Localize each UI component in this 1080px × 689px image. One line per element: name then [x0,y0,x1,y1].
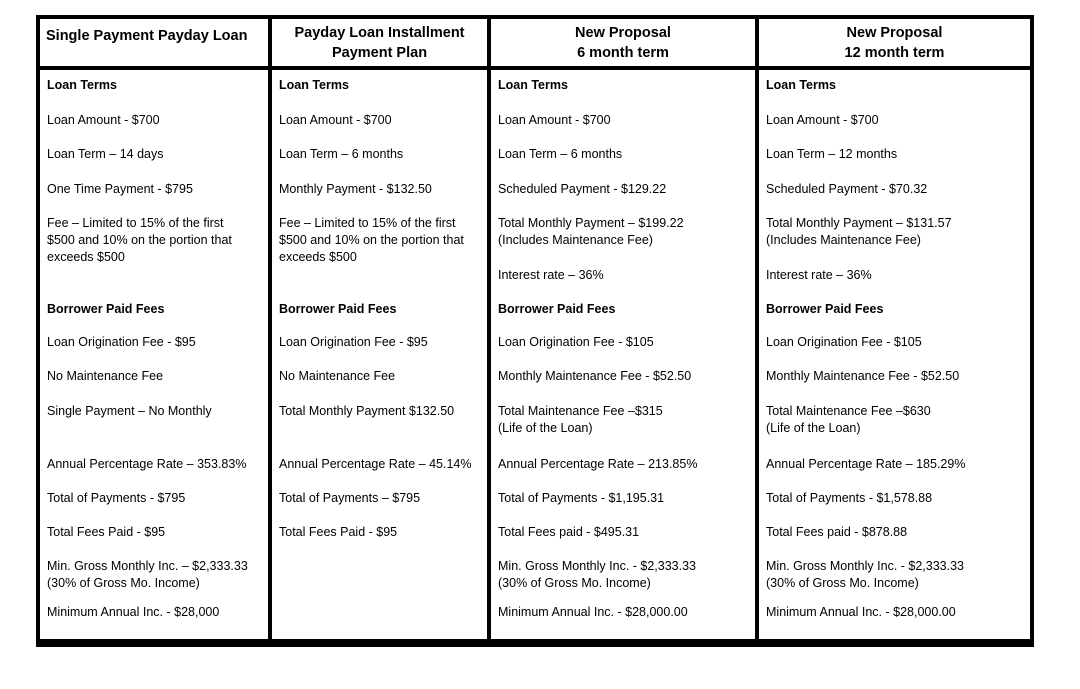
cell-text-line: Single Payment – No Monthly [47,404,212,418]
table-cell [498,334,753,351]
table-cell [498,368,753,385]
table-cell [498,456,753,473]
section-heading [47,77,266,94]
cell-text-line: Fee – Limited to 15% of the first [47,216,224,230]
cell-text-line: Total of Payments - $1,195.31 [498,491,665,505]
table-cell [47,490,266,507]
table-cell [766,604,1028,621]
header-line: New Proposal [846,24,943,41]
table-cell [279,403,485,420]
table-cell [47,558,266,592]
cell-text-line: Total Fees Paid - $95 [47,525,166,539]
table-cell [498,490,753,507]
section-heading [766,77,1028,94]
table-cell [766,215,1028,249]
cell-text-line: Loan Amount - $700 [279,113,392,127]
table-cell [766,524,1028,541]
cell-text-line: Min. Gross Monthly Inc. – $2,333.33 [47,559,248,573]
table-cell [47,181,266,198]
cell-text-line: Loan Origination Fee - $105 [498,335,654,349]
cell-text-line: Loan Term – 6 months [498,147,623,161]
header-proposal-6-month [491,19,755,66]
table-cell [47,604,266,621]
table-cell [766,181,1028,198]
cell-text-line: Minimum Annual Inc. - $28,000.00 [498,605,688,619]
cell-text-line: $500 and 10% on the portion that [279,233,464,247]
cell-text-line: exceeds $500 [279,250,357,264]
cell-text-line: (Life of the Loan) [766,421,861,435]
table-cell [279,334,485,351]
cell-text-line: (Life of the Loan) [498,421,593,435]
table-cell [766,146,1028,163]
cell-text-line: Loan Origination Fee - $105 [766,335,922,349]
cell-text-line: (Includes Maintenance Fee) [498,233,653,247]
cell-text-line: Scheduled Payment - $129.22 [498,182,667,196]
cell-text-line: Interest rate – 36% [498,268,604,282]
cell-text-line: Annual Percentage Rate – 45.14% [279,457,472,471]
column-proposal-12-month [759,70,1030,639]
cell-text-line: Total of Payments - $1,578.88 [766,491,933,505]
table-cell [766,456,1028,473]
cell-text-line: Loan Terms [766,78,836,92]
cell-text-line: Annual Percentage Rate – 185.29% [766,457,966,471]
cell-text-line: Loan Terms [498,78,568,92]
header-proposal-12-month [759,19,1030,66]
table-cell [279,215,485,266]
cell-text-line: (30% of Gross Mo. Income) [47,576,200,590]
table-cell [47,112,266,129]
table-cell [498,215,753,249]
column-installment-plan [272,70,487,639]
cell-text-line: Borrower Paid Fees [279,302,397,316]
table-cell [279,112,485,129]
table-cell [47,146,266,163]
table-cell [279,146,485,163]
cell-text-line: exceeds $500 [47,250,125,264]
cell-text-line: Total Fees paid - $495.31 [498,525,640,539]
table-cell [766,267,1028,284]
header-installment-plan [272,19,487,66]
column-proposal-6-month [491,70,755,639]
table-cell [47,403,266,420]
table-cell [47,456,266,473]
cell-text-line: Loan Amount - $700 [766,113,879,127]
section-heading [279,301,485,318]
cell-text-line: Annual Percentage Rate – 213.85% [498,457,698,471]
table-cell [47,368,266,385]
cell-text-line: Min. Gross Monthly Inc. - $2,333.33 [766,559,965,573]
cell-text-line: Monthly Payment - $132.50 [279,182,432,196]
cell-text-line: Total of Payments – $795 [279,491,421,505]
table-cell [498,558,753,592]
cell-text-line: Borrower Paid Fees [498,302,616,316]
table-cell [498,181,753,198]
cell-text-line: Monthly Maintenance Fee - $52.50 [498,369,692,383]
cell-text-line: $500 and 10% on the portion that [47,233,232,247]
table-cell [766,112,1028,129]
cell-text-line: (30% of Gross Mo. Income) [498,576,651,590]
section-heading [498,301,753,318]
cell-text-line: Loan Origination Fee - $95 [279,335,428,349]
table-cell [766,334,1028,351]
cell-text-line: Total Fees paid - $878.88 [766,525,908,539]
table-cell [766,403,1028,437]
section-heading [47,301,266,318]
cell-text-line: Loan Term – 6 months [279,147,404,161]
cell-text-line: (Includes Maintenance Fee) [766,233,921,247]
header-line: 12 month term [844,44,945,61]
cell-text-line: Total Monthly Payment $132.50 [279,404,455,418]
cell-text-line: Interest rate – 36% [766,268,872,282]
cell-text-line: One Time Payment - $795 [47,182,193,196]
column-single-payment [40,70,268,639]
table-cell [766,558,1028,592]
cell-text-line: No Maintenance Fee [279,369,396,383]
cell-text-line: Loan Terms [279,78,349,92]
section-heading [498,77,753,94]
cell-text-line: Minimum Annual Inc. - $28,000 [47,605,220,619]
section-heading [279,77,485,94]
table-cell [279,524,485,541]
cell-text-line: Fee – Limited to 15% of the first [279,216,456,230]
cell-text-line: Scheduled Payment - $70.32 [766,182,928,196]
table-cell [279,456,485,473]
cell-text-line: Loan Term – 12 months [766,147,898,161]
table-cell [498,524,753,541]
table-cell [279,368,485,385]
cell-text-line: Borrower Paid Fees [47,302,165,316]
cell-text-line: (30% of Gross Mo. Income) [766,576,919,590]
cell-text-line: Total Fees Paid - $95 [279,525,398,539]
header-line: Payment Plan [331,44,428,61]
section-heading [766,301,1028,318]
cell-text-line: Min. Gross Monthly Inc. - $2,333.33 [498,559,697,573]
table-cell [766,490,1028,507]
table-cell [498,267,753,284]
table-cell [498,604,753,621]
cell-text-line: Borrower Paid Fees [766,302,884,316]
cell-text-line: No Maintenance Fee [47,369,164,383]
cell-text-line: Monthly Maintenance Fee - $52.50 [766,369,960,383]
header-line: Single Payment Payday Loan [46,28,248,44]
loan-comparison-table [36,15,1034,647]
cell-text-line: Loan Amount - $700 [498,113,611,127]
table-cell [279,181,485,198]
header-line: Payday Loan Installment [294,24,465,41]
cell-text-line: Loan Terms [47,78,117,92]
cell-text-line: Total Monthly Payment – $131.57 [766,216,952,230]
cell-text-line: Loan Term – 14 days [47,147,164,161]
cell-text-line: Loan Amount - $700 [47,113,160,127]
cell-text-line: Total of Payments - $795 [47,491,186,505]
cell-text-line: Total Monthly Payment – $199.22 [498,216,684,230]
cell-text-line: Annual Percentage Rate – 353.83% [47,457,247,471]
header-line: 6 month term [577,44,669,61]
cell-text-line: Minimum Annual Inc. - $28,000.00 [766,605,956,619]
table-cell [47,215,266,266]
table-cell [47,334,266,351]
table-cell [47,524,266,541]
table-cell [498,146,753,163]
table-cell [766,368,1028,385]
table-cell [498,112,753,129]
cell-text-line: Total Maintenance Fee –$315 [498,404,663,418]
cell-text-line: Total Maintenance Fee –$630 [766,404,931,418]
table-cell [279,490,485,507]
cell-text-line: Loan Origination Fee - $95 [47,335,196,349]
header-line: New Proposal [575,24,671,41]
header-single-payment [40,19,268,66]
table-cell [498,403,753,437]
